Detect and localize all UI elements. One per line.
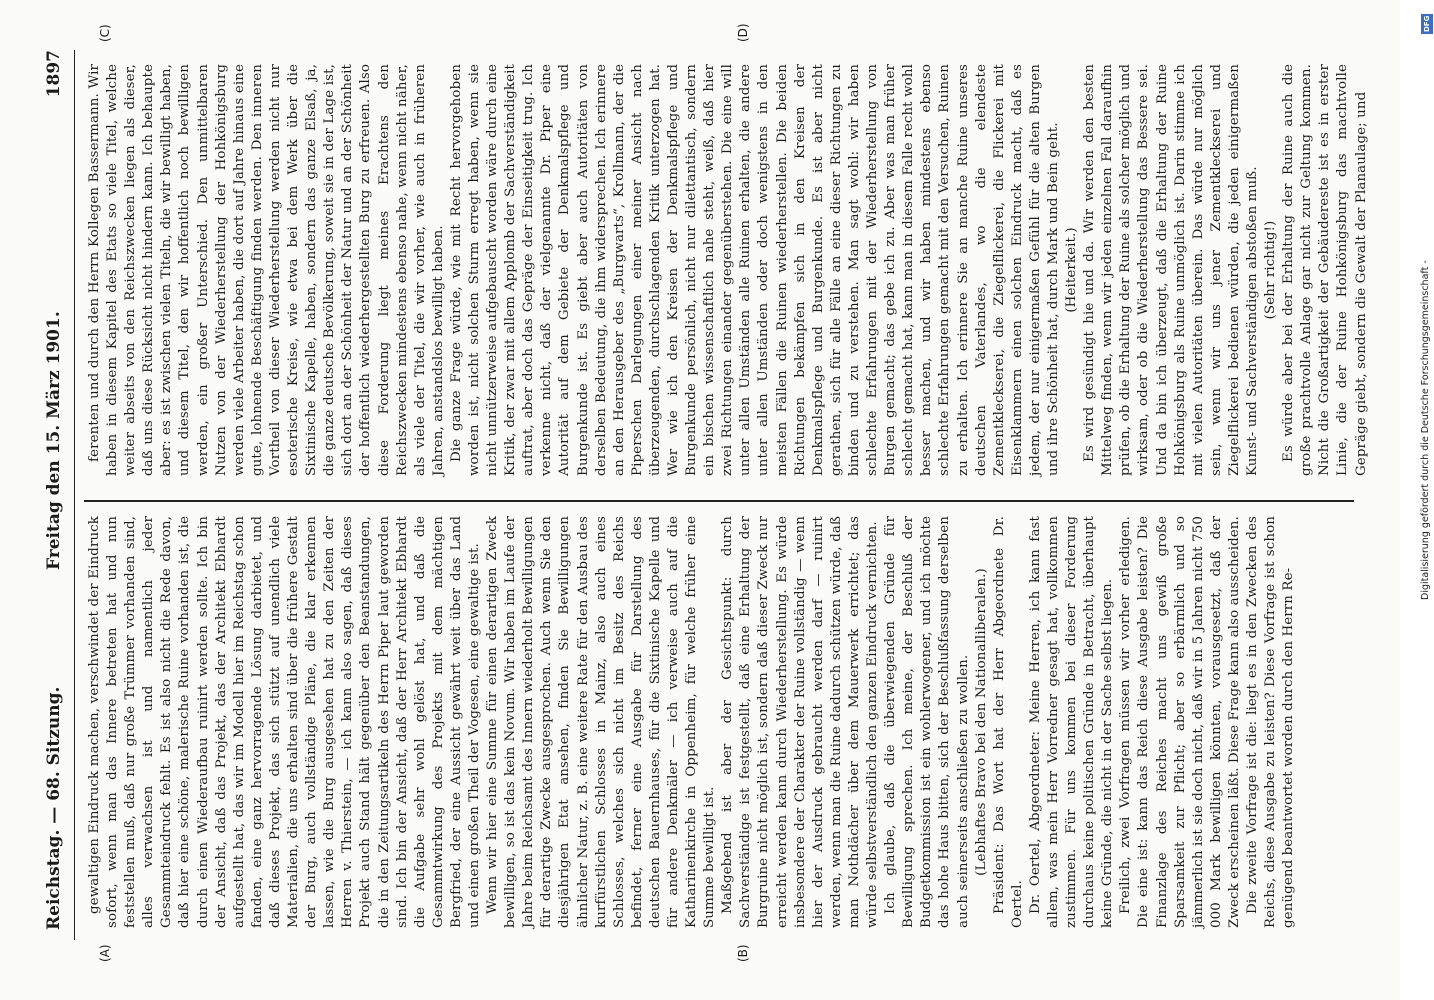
digitization-sidebar <box>1420 6 1434 1000</box>
interjection: (Lebhaftes Bravo bei den Nationalliberalen.) <box>973 568 989 876</box>
page-header <box>40 50 75 940</box>
page-number: 1897 <box>44 50 64 98</box>
margin-marker-d: (D) <box>736 23 750 42</box>
right-column <box>86 64 1369 476</box>
header-date: Freitag den 15. März 1901. <box>44 311 64 570</box>
paragraph: Es würde aber bei der Erhaltung der Ruine auch die große prachtvolle Anlage gar nicht zur Geltung kommen. Nicht die Großartigkeit der Gebäudereste ist es in erster Linie, die der Ruine Hohkönigsburg das machtvolle Gepräge giebt, sondern die Gewalt der Planaulage; und <box>1281 64 1369 476</box>
paragraph: Wenn wir hier eine Summe für einen derartigen Zweck bewilligen, so ist das kein Novum. Wir haben im Laufe der Jahre beim Reichsamt des Innern wiederholt Bewilligungen für derartige Zwecke ausgesprochen. Auch wenn Sie den diesjährigen Etat ansehen, finden Sie Bewilligungen ähnlicher Natur, z. B. eine weitere Rate für den Ausbau des kurfürstlichen Schlosses in Mainz, also auch eines Schlosses, welches sich nicht im Besitz des Reichs befindet, ferner eine Ausgabe für Darstellung des deutschen Bauernhauses, für die Sixtinische Kapelle und für andere Denkmäler — ich verweise auch auf die Katharinenkirche in Oppenheim, für welche früher eine Summe bewilligt ist. <box>485 516 718 928</box>
paragraph: Die zweite Vorfrage ist die: liegt es in den Zwecken des Reichs, diese Ausgabe zu leisten? Diese Vorfrage ist schon genügend beantwortet worden durch den Herrn Re- <box>1245 516 1297 928</box>
paragraph: Es wird gesündigt hie und da. Wir werden den besten Mittelweg finden, wenn wir jeden einzelnen Fall daraufhin prüfen, ob die Erhaltung der Ruine als solcher möglich und wirksam, oder ob die Wiederherstellung das Bessere sei. Und da bin ich überzeugt, daß die Erhaltung der Ruine Hohkönigsburg als Ruine unmöglich ist. Darin stimme ich mit vielen Autoritäten überein. Das würde nur möglich sein, wenn wir uns jener Zementkleckserei und Ziegelflickerei bedienen würden, die jeden einigermaßen Kunst- und Sachverständigen abstoßen muß. <box>1082 64 1260 476</box>
paragraph: Maßgebend ist aber der Gesichtspunkt: durch Sachverständige ist festgestellt, daß eine Erhaltung der Burgruine nicht möglich ist, sondern daß dieser Zweck nur erreicht werden kann durch Wiederherstellung. Es würde insbesondere der Charakter der Ruine vollständig — wenn hier der Ausdruck gebraucht werden darf — ruinirt werden, wenn man die Ruine dadurch schützen würde, daß man Nothdächer über dem Mauerwerk errichtet; das würde selbstverständlich den ganzen Eindruck vernichten. <box>720 516 881 928</box>
digitization-credit: Digitalisierung gefördert durch die Deutsche Forschungsgemeinschaft - <box>1420 260 1431 600</box>
margin-marker-a: (A) <box>98 944 112 962</box>
paragraph: Ich glaube, daß die überwiegenden Gründe für Bewilligung sprechen. Ich meine, der Beschluß der Budgetkommission ist ein wohlerwogener, und ich möchte das hohe Haus bitten, sich der Beschlußfassung derselben auch seinerseits anschließen zu wollen. <box>883 516 971 928</box>
paragraph: ferenten und durch den Herrn Kollegen Bassermann. Wir haben in diesem Kapitel des Etats so viele Titel, welche weiter abseits von den Reichszwecken liegen als dieser, daß uns diese Rücksicht nicht hindern kann. Ich behaupte aber: es ist zwischen vielen Titeln, die wir bewilligt haben, und diesem Titel, den wir hoffentlich noch bewilligen werden, ein großer Unterschied. Den unmittelbaren Nutzen von der Wiederherstellung der Hohkönigsburg werden viele Arbeiter haben, die dort auf Jahre hinaus eine gute, lohnende Beschäftigung finden werden. Den inneren Vortheil von dieser Wiederherstellung werden nicht nur esoterische Kreise, wie etwa bei dem Werk über die Sixtinische Kapelle, haben, sondern das ganze Elsaß, ja, die ganze deutsche Bevölkerung, soweit sie in der Lage ist, sich dort an der Schönheit der Natur und an der Schönheit der hoffentlich wiederhergestellten Burg zu erfreuen. Also diese Forderung liegt meines Erachtens den Reichszwecken mindestens ebenso nahe, wenn nicht näher, als viele der Titel, die wir vorher, wie auch in früheren Jahren, anstandslos bewilligt haben. <box>87 64 446 476</box>
left-column <box>86 516 1356 928</box>
interjection: (Heiterkeit.) <box>1064 227 1080 313</box>
paragraph: Präsident: Das Wort hat der Herr Abgeordnete Dr. Oertel. <box>991 516 1025 928</box>
header-session: Reichstag. — 68. Sitzung. <box>44 686 64 930</box>
paragraph: Dr. Oertel, Abgeordneter: Meine Herren, ich kann fast allem, was mein Herr Vorredner gesagt hat, vollkommen zustimmen. Für uns kommen bei dieser Forderung durchaus keine politischen Gründe in Betracht, überhaupt keine Gründe, die nicht in der Sache selbst liegen. <box>1027 516 1116 928</box>
dfg-logo: DFG <box>1423 15 1431 33</box>
paragraph: gewaltigen Eindruck machen, verschwindet der Eindruck sofort, wenn man das Innere betreten hat und nun feststellen muß, daß nur große Trümmer vorhanden sind, alles verwachsen ist und namentlich jeder Gesammteindruck fehlt. Es ist also nicht die Rede davon, daß hier eine schöne, malerische Ruine vorhanden ist, die durch einen Wiederaufbau ruinirt werden sollte. Ich bin der Ansicht, daß das Projekt, das der Architekt Ebhardt aufgestellt hat, das wir im Modell hier im Reichstag schon fanden, eine ganz hervorragende Lösung darbietet, und daß dieses Projekt, das sich stützt auf unendlich viele Materialien, die uns erhalten sind über die frühere Gestalt der Burg, auch vollständige Pläne, die klar erkennen lassen, wie die Burg ausgesehen hat zu den Zeiten der Herren v. Thierstein, — ich kann also sagen, daß dieses Projekt auch Stand hält gegenüber den Beanstandungen, die in den Zeitungsartikeln des Herrn Piper laut geworden sind. Ich bin der Ansicht, daß der Herr Architekt Ebhardt die Aufgabe sehr wohl gelöst hat, und daß die Gesammtwirkung des Projekts mit dem mächtigen Bergfried, der eine Aussicht gewährt weit über das Land und einen großen Theil der Vogesen, eine gewaltige ist. <box>87 516 482 928</box>
margin-marker-c: (C) <box>98 24 112 42</box>
interjection: (Sehr richtig!) <box>1263 220 1279 320</box>
paragraph: Freilich, zwei Vorfragen müssen wir vorher erledigen. Die eine ist: kann das Reich diese Ausgabe leisten? Die Finanzlage des Reiches macht uns gewiß große Sparsamkeit zur Pflicht; aber so erbärmlich und so jämmerlich ist sie doch nicht, daß wir in 5 Jahren nicht 750 000 Mark bewilligen könnten, vorausgesetzt, daß der Zweck erscheinen läßt. Diese Frage kann also ausscheiden. <box>1118 516 1242 928</box>
margin-marker-b: (B) <box>736 944 750 962</box>
paragraph: Die ganze Frage würde, wie mit Recht hervorgehoben worden ist, nicht solchen Sturm erregt haben, wenn sie nicht unnützerweise aufgebauscht worden wäre durch eine Kritik, der zwar mit allem Applomb der Sachverständigkeit auftrat, aber doch das Gepräge der Einseitigkeit trug. Ich verkenne nicht, daß der vielgenannte Dr. Piper eine Autorität auf dem Gebiete der Denkmalspflege und Burgenkunde ist. Es giebt aber auch Autoritäten von derselben Bedeutung, die ihm widersprechen. Ich erinnere an den Herausgeber des „Burgwarts“, Krollmann, der die Piperschen Darlegungen einer meiner Ansicht nach überzeugenden, durchschlagenden Kritik unterzogen hat. Wer wie ich den Kreisen der Denkmalspflege und Burgenkunde persönlich, nicht nur dilettantisch, sondern ein bischen wissenschaftlich nahe steht, weiß, daß hier zwei Richtungen einander gegenüberstehen. Die eine will unter allen Umständen alle Ruinen erhalten, die andere unter allen Umständen oder doch wenigstens in den meisten Fällen die Ruinen wiederherstellen. Die beiden Richtungen bekämpfen sich in den Kreisen der Denkmalspflege und Burgenkunde. Es ist aber nicht gerathen, sich für alle Fälle an eine dieser Richtungen zu binden und zu verstehen. Man sagt wohl: wir haben schlechte Erfahrungen mit der Wiederherstellung von Burgen gemacht; das gebe ich zu. Aber was man früher schlecht gemacht hat, kann man in diesem Falle recht wohl besser machen, und wir haben mindestens ebenso schlechte Erfahrungen gemacht mit den Versuchen, Ruinen zu erhalten. Ich erinnere Sie an manche Ruine unseres deutschen Vaterlandes, wo die elendeste Zementkleckserei, die Ziegelflickerei, die Flickerei mit Eisenklammern einen solchen Eindruck macht, daß es jedem, der nur einigermaßen Gefühl für die alten Burgen und ihre Schönheit hat, durch Mark und Bein geht. <box>448 64 1061 476</box>
column-divider <box>84 501 1354 503</box>
